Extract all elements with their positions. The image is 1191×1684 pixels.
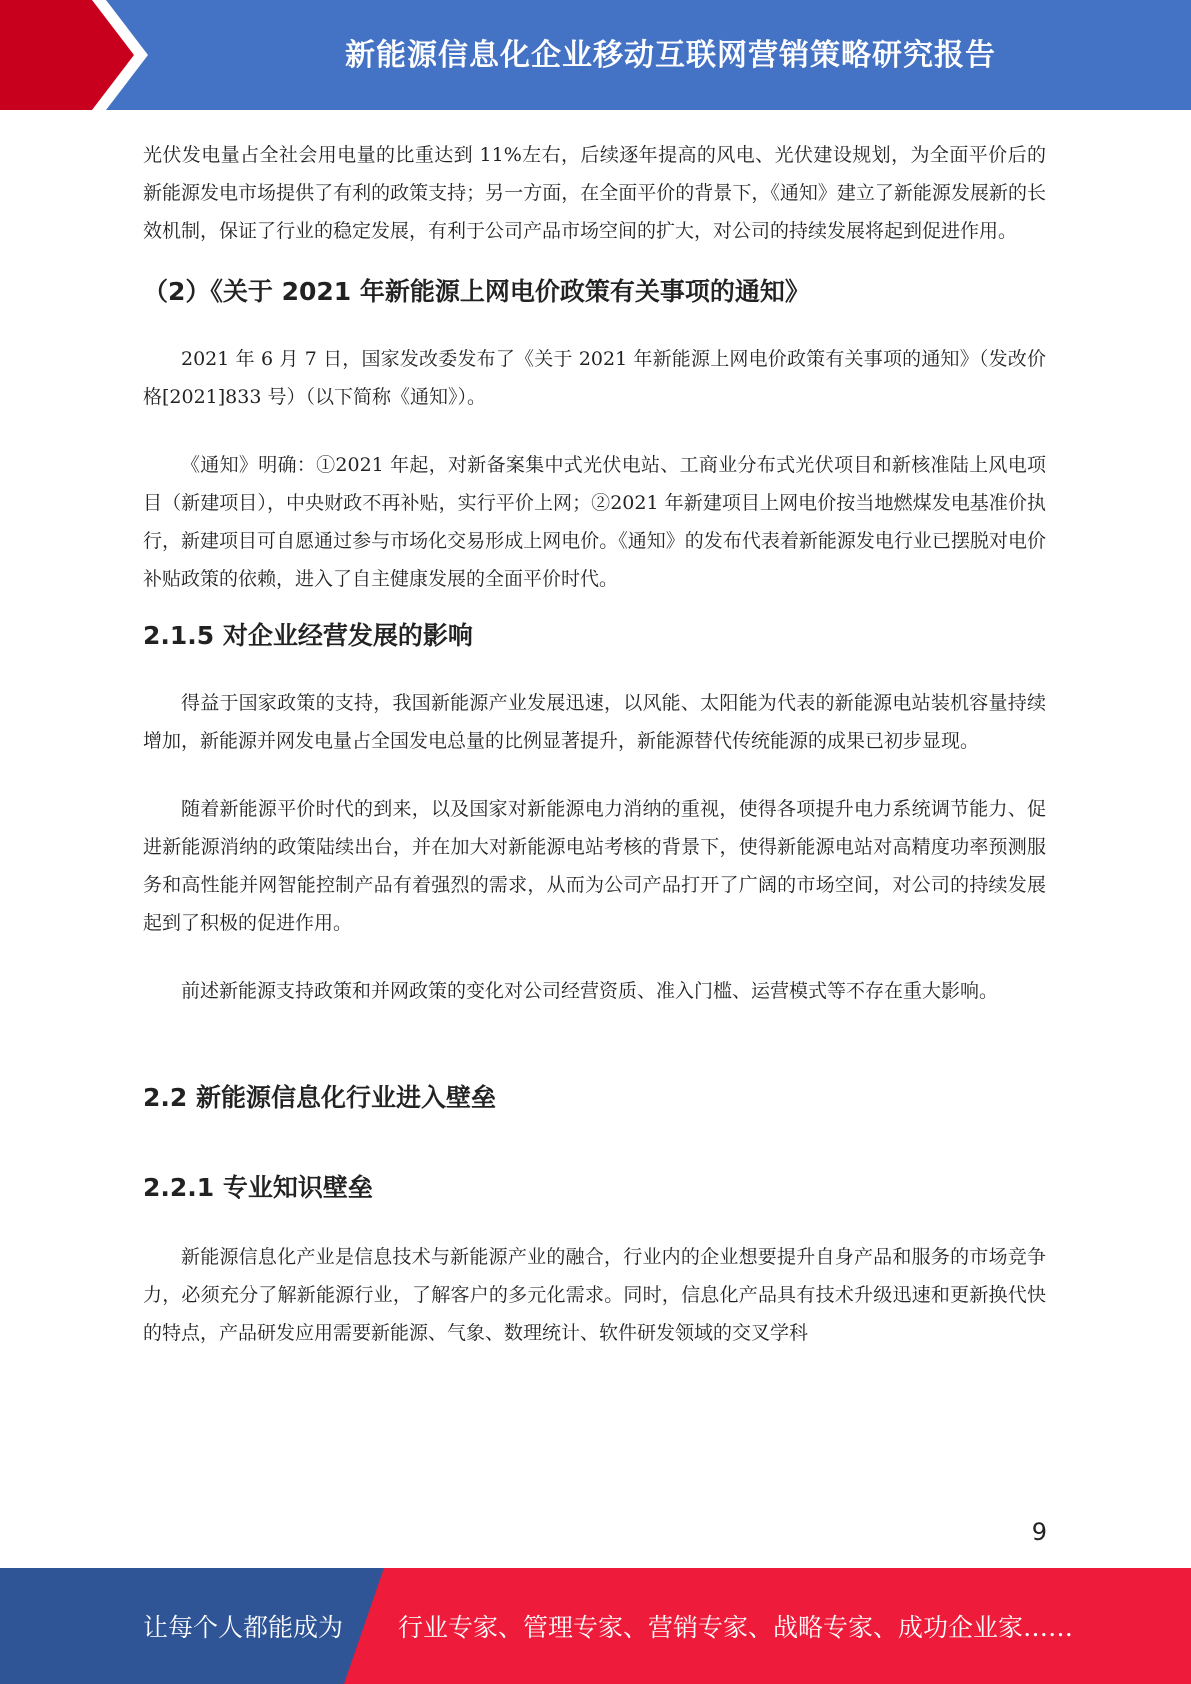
paragraph-no-major-impact: 前述新能源支持政策和并网政策的变化对公司经营资质、准入门槛、运营模式等不存在重大影响。	[181, 980, 999, 1002]
paragraph-knowledge-barrier: 新能源信息化产业是信息技术与新能源产业的融合，行业内的企业想要提升自身产品和服务的市场竞争力，必须充分了解新能源行业，了解客户的多元化需求。同时，信息化产品具有技术升级迅速和更新换代快的特点，产品研发应用需要新能源、气象、数理统计、软件研发领域的交叉学科	[143, 1246, 1046, 1344]
heading-section-2-2: 2.2 新能源信息化行业进入壁垒	[143, 1083, 496, 1112]
paragraph-solar-share: 光伏发电量占全社会用电量的比重达到 11%左右，后续逐年提高的风电、光伏建设规划，为全面平价后的新能源发电市场提供了有利的政策支持；另一方面，在全面平价的背景下，《通知》建立了新能源发展新的长效机制，保证了行业的稳定发展，有利于公司产品市场空间的扩大，对公司的持续发展将起到促进作用。	[143, 144, 1046, 242]
page-footer	[0, 1568, 1191, 1684]
footer-slogan-left: 让每个人都能成为	[143, 1613, 344, 1642]
page-header	[0, 0, 1191, 112]
paragraph-policy-support: 得益于国家政策的支持，我国新能源产业发展迅速，以风能、太阳能为代表的新能源电站装机容量持续增加，新能源并网发电量占全国发电总量的比例显著提升，新能源替代传统能源的成果已初步显现。	[143, 692, 1046, 752]
footer-slogan-right: 行业专家、管理专家、营销专家、战略专家、成功企业家……	[398, 1613, 1074, 1642]
document-body	[143, 132, 1046, 1352]
paragraph-notice-intro: 2021 年 6 月 7 日，国家发改委发布了《关于 2021 年新能源上网电价政策有关事项的通知》（发改价格[2021]833 号）（以下简称《通知》）。	[143, 348, 1046, 408]
report-title: 新能源信息化企业移动互联网营销策略研究报告	[345, 38, 996, 73]
heading-notice-2021: （2）《关于 2021 年新能源上网电价政策有关事项的通知》	[143, 277, 810, 306]
page-number: 9	[1031, 1518, 1047, 1546]
paragraph-parity-era: 随着新能源平价时代的到来，以及国家对新能源电力消纳的重视，使得各项提升电力系统调节能力、促进新能源消纳的政策陆续出台，并在加大对新能源电站考核的背景下，使得新能源电站对高精度功率预测服务和高性能并网智能控制产品有着强烈的需求，从而为公司产品打开了广阔的市场空间，对公司的持续发展起到了积极的促进作用。	[143, 798, 1046, 934]
heading-section-2-1-5: 2.1.5 对企业经营发展的影响	[143, 621, 473, 650]
paragraph-notice-details: 《通知》明确：①2021 年起，对新备案集中式光伏电站、工商业分布式光伏项目和新核准陆上风电项目（新建项目），中央财政不再补贴，实行平价上网；②2021 年新建项目上网电价按当地燃煤发电基准价执行，新建项目可自愿通过参与市场化交易形成上网电价。《通知》的发布代表着新能源发电行业已摆脱对电价补贴政策的依赖，进入了自主健康发展的全面平价时代。	[143, 454, 1046, 590]
heading-section-2-2-1: 2.2.1 专业知识壁垒	[143, 1173, 373, 1202]
